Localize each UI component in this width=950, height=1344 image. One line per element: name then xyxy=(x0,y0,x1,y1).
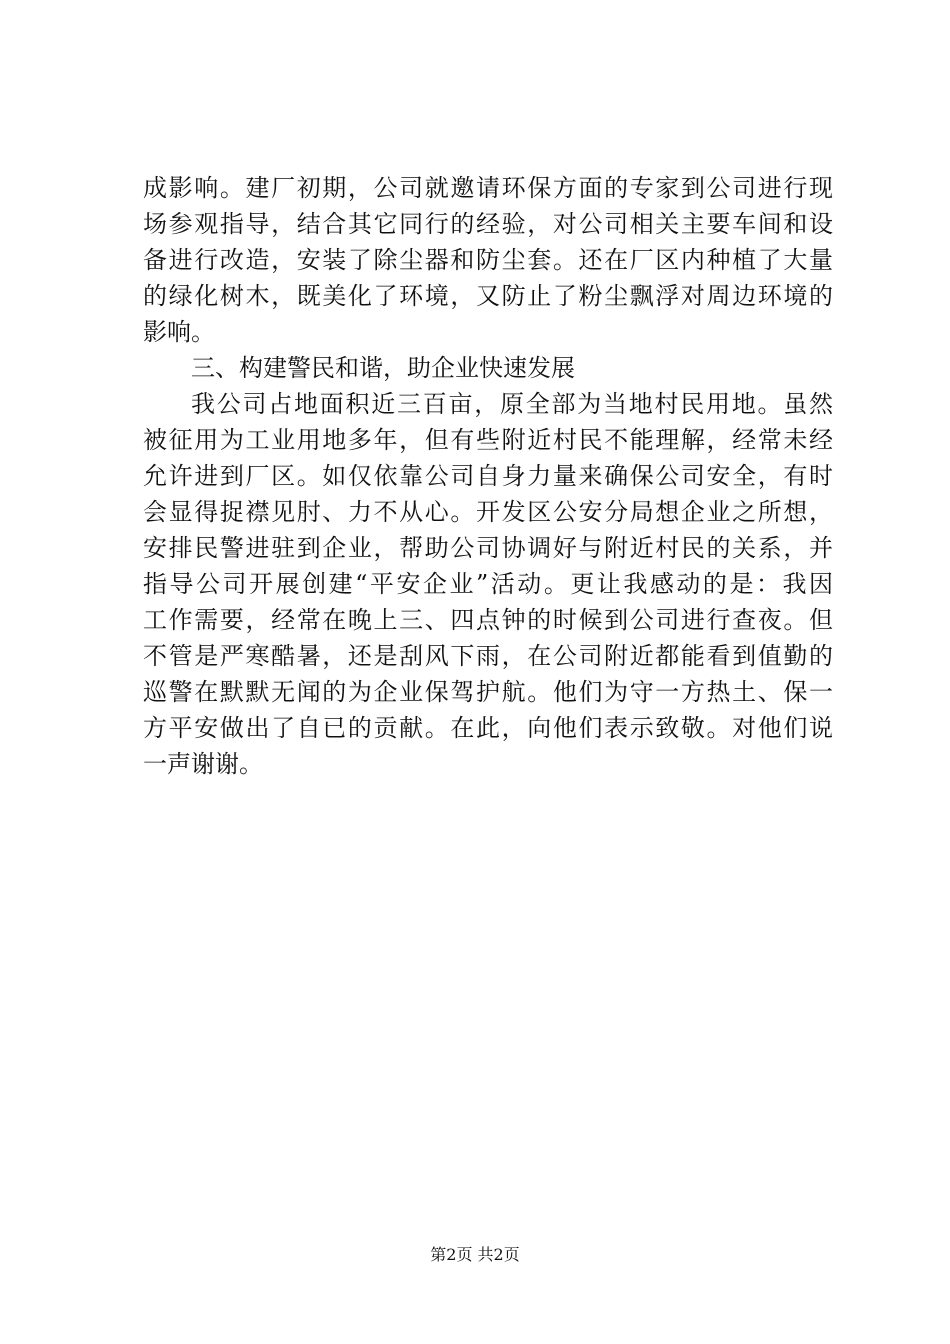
page-footer: 第2页 共2页 xyxy=(430,1245,520,1264)
text-line: 允许进到厂区。如仅依靠公司自身力量来确保公司安全，有时 xyxy=(143,462,833,490)
text-line: 被征用为工业用地多年，但有些附近村民不能理解，经常未经 xyxy=(143,426,833,454)
text-line: 工作需要，经常在晚上三、四点钟的时候到公司进行查夜。但 xyxy=(143,606,833,634)
body-text xyxy=(143,170,833,782)
text-line: 备进行改造，安装了除尘器和防尘套。还在厂区内种植了大量 xyxy=(143,246,833,274)
section-heading: 三、构建警民和谐，助企业快速发展 xyxy=(191,354,575,382)
text-line: 会显得捉襟见肘、力不从心。开发区公安分局想企业之所想， xyxy=(143,498,833,526)
text-line: 一声谢谢。 xyxy=(143,750,263,778)
text-line: 巡警在默默无闻的为企业保驾护航。他们为守一方热土、保一 xyxy=(143,678,833,706)
text-line: 我公司占地面积近三百亩，原全部为当地村民用地。虽然 xyxy=(191,390,833,418)
text-line: 场参观指导，结合其它同行的经验，对公司相关主要车间和设 xyxy=(143,210,833,238)
text-line: 指导公司开展创建“平安企业”活动。更让我感动的是：我因 xyxy=(143,570,833,598)
text-line: 不管是严寒酷暑，还是刮风下雨，在公司附近都能看到值勤的 xyxy=(143,642,833,670)
text-line: 方平安做出了自已的贡献。在此，向他们表示致敬。对他们说 xyxy=(143,714,833,742)
text-line: 影响。 xyxy=(143,318,215,346)
text-line: 安排民警进驻到企业，帮助公司协调好与附近村民的关系，并 xyxy=(143,534,833,562)
text-line: 成影响。建厂初期，公司就邀请环保方面的专家到公司进行现 xyxy=(143,174,833,202)
text-line: 的绿化树木，既美化了环境，又防止了粉尘飘浮对周边环境的 xyxy=(143,282,833,310)
